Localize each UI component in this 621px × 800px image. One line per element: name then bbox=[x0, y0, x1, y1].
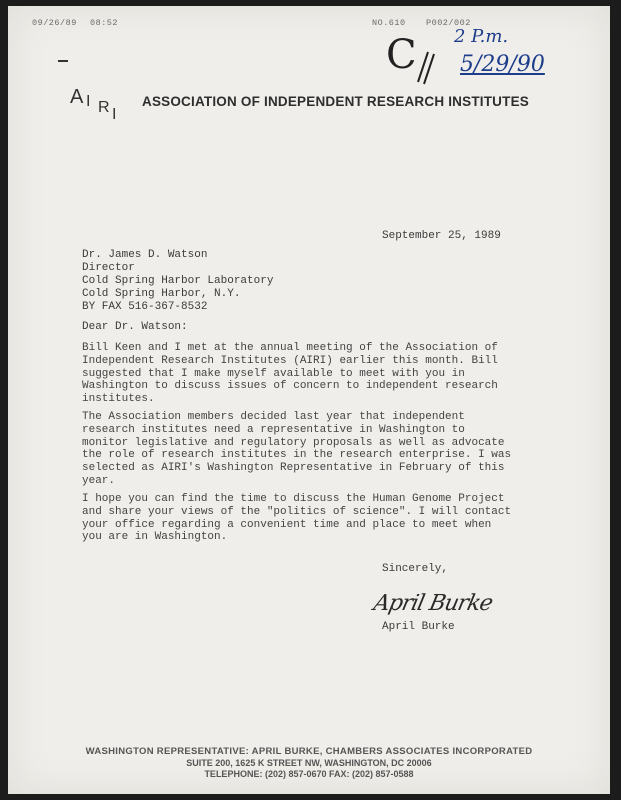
fax-mark bbox=[58, 60, 68, 62]
closing: Sincerely, bbox=[382, 563, 449, 575]
salutation: Dear Dr. Watson: bbox=[82, 321, 188, 333]
logo-letter-i: I bbox=[86, 93, 91, 110]
logo-letter-r: R bbox=[98, 99, 110, 116]
handwritten-date: 5/29/90 bbox=[460, 52, 545, 77]
paragraph-line: monitor legislative and regulatory proposals as well as advocate bbox=[82, 436, 505, 449]
paragraph-3 bbox=[82, 493, 542, 544]
handwritten-initial: C bbox=[386, 32, 417, 78]
paragraph-line: I hope you can find the time to discuss the Human Genome Project bbox=[82, 493, 505, 505]
fax-date: 09/26/89 bbox=[32, 18, 77, 28]
paragraph-line: Bill Keen and I met at the annual meeting of the Association of bbox=[82, 342, 498, 354]
paragraph-line: Washington to discuss issues of concern to independent research bbox=[82, 380, 498, 393]
handwritten-strokes bbox=[412, 46, 438, 86]
paragraph-2 bbox=[82, 411, 542, 488]
organization-name: ASSOCIATION OF INDEPENDENT RESEARCH INSTITUTES bbox=[142, 94, 529, 109]
paragraph-line: you are in Washington. bbox=[82, 531, 228, 544]
paragraph-line: selected as AIRI's Washington Representative in February of this bbox=[82, 462, 505, 475]
logo-letter-a: A bbox=[70, 86, 84, 108]
footer-telephone: TELEPHONE: (202) 857-0670 FAX: (202) 857-0588 bbox=[204, 769, 414, 779]
handwritten-signature: April Burke bbox=[371, 591, 495, 616]
airi-logo bbox=[70, 86, 136, 140]
recipient-organization: Cold Spring Harbor Laboratory bbox=[82, 275, 274, 287]
letter-date: September 25, 1989 bbox=[382, 230, 501, 242]
paragraph-1 bbox=[82, 342, 542, 406]
recipient-location: Cold Spring Harbor, N.Y. bbox=[82, 288, 241, 300]
paragraph-line: the role of research institutes in the research enterprise. I was bbox=[82, 449, 512, 462]
recipient-name: Dr. James D. Watson bbox=[82, 249, 208, 261]
paragraph-line: research institutes need a representative in Washington to bbox=[82, 423, 465, 436]
logo-letter-i2: I bbox=[112, 106, 117, 123]
paragraph-line: your office regarding a convenient time and place to meet when bbox=[82, 518, 492, 531]
recipient-fax: BY FAX 516-367-8532 bbox=[82, 301, 208, 313]
letter-page bbox=[8, 6, 610, 794]
footer-representative: WASHINGTON REPRESENTATIVE: APRIL BURKE, CHAMBERS ASSOCIATES INCORPORATED bbox=[85, 746, 533, 757]
fax-time: 08:52 bbox=[90, 18, 119, 28]
fax-page: P002/002 bbox=[426, 18, 471, 28]
paragraph-line: year. bbox=[82, 474, 116, 487]
signer-name: April Burke bbox=[382, 621, 455, 633]
paragraph-line: suggested that I make myself available to meet with you in bbox=[82, 367, 465, 380]
recipient-title: Director bbox=[82, 262, 135, 274]
handwritten-time: 2 P.m. bbox=[454, 26, 509, 47]
paragraph-line: Independent Research Institutes (AIRI) earlier this month. Bill bbox=[82, 354, 498, 367]
paragraph-line: and share your views of the "politics of science". I will contact bbox=[82, 505, 512, 518]
paragraph-line: The Association members decided last year that independent bbox=[82, 411, 465, 423]
fax-number: NO.610 bbox=[372, 18, 406, 28]
paragraph-line: institutes. bbox=[82, 393, 155, 406]
footer-address: SUITE 200, 1625 K STREET NW, WASHINGTON, DC 20006 bbox=[186, 758, 432, 768]
